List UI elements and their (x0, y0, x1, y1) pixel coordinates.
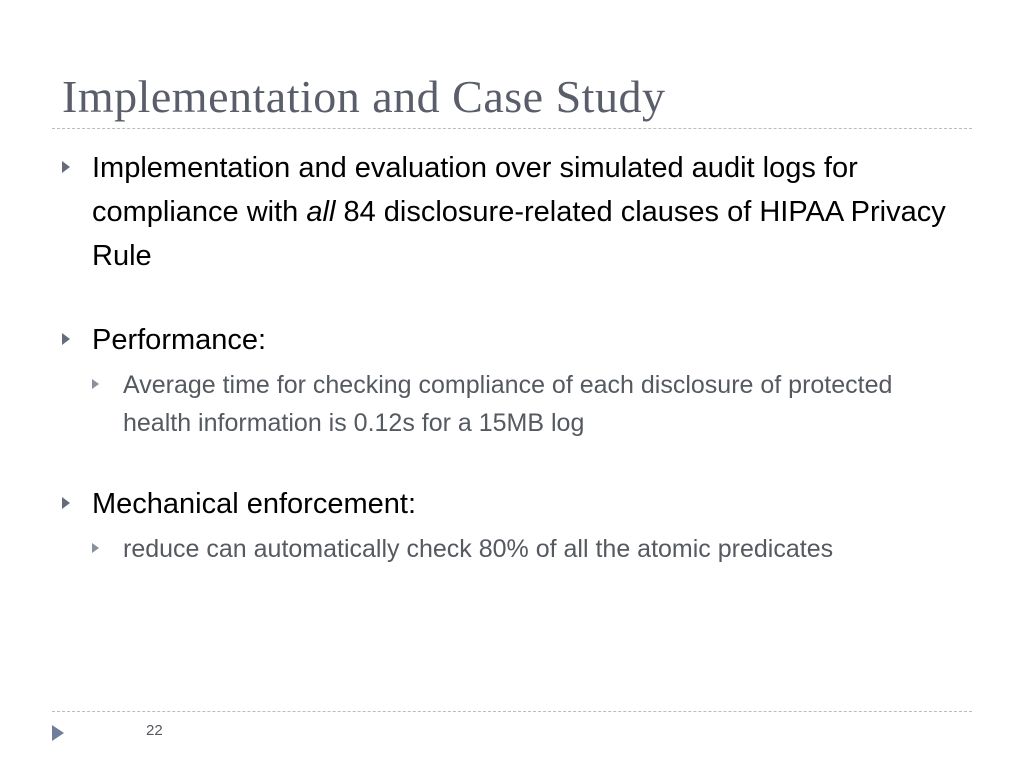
bullet-text-after: 84 disclosure-related clauses of HIPAA Privacy Rule (92, 196, 946, 272)
bullet-text: Performance: (92, 324, 267, 356)
bullet-item-performance (62, 318, 962, 362)
triangle-bullet-icon (62, 497, 70, 509)
sub-bullet-text: reduce can automatically check 80% of all the atomic predicates (123, 535, 834, 563)
footer-triangle-icon (52, 725, 64, 741)
bullet-item-mechanical-enforcement (62, 482, 962, 526)
footer-divider (52, 711, 972, 712)
page-number: 22 (146, 722, 163, 739)
triangle-bullet-icon (92, 379, 99, 389)
sub-bullet-text: Average time for checking compliance of each disclosure of protected health information is 0.12s for a 15MB log (123, 371, 893, 437)
bullet-item-implementation (62, 146, 962, 278)
bullet-text: Mechanical enforcement: (92, 488, 416, 520)
title-divider (52, 128, 972, 129)
bullet-text-before: Implementation and evaluation over simulated audit logs for compliance with (92, 152, 858, 228)
bullet-text-emphasis: all (306, 196, 336, 228)
triangle-bullet-icon (62, 333, 70, 345)
slide-title: Implementation and Case Study (62, 71, 666, 122)
triangle-bullet-icon (62, 161, 70, 173)
sub-bullet-performance (92, 366, 962, 442)
slide-body (62, 146, 962, 568)
sub-bullet-mechanical-enforcement (92, 530, 962, 568)
triangle-bullet-icon (92, 543, 99, 553)
